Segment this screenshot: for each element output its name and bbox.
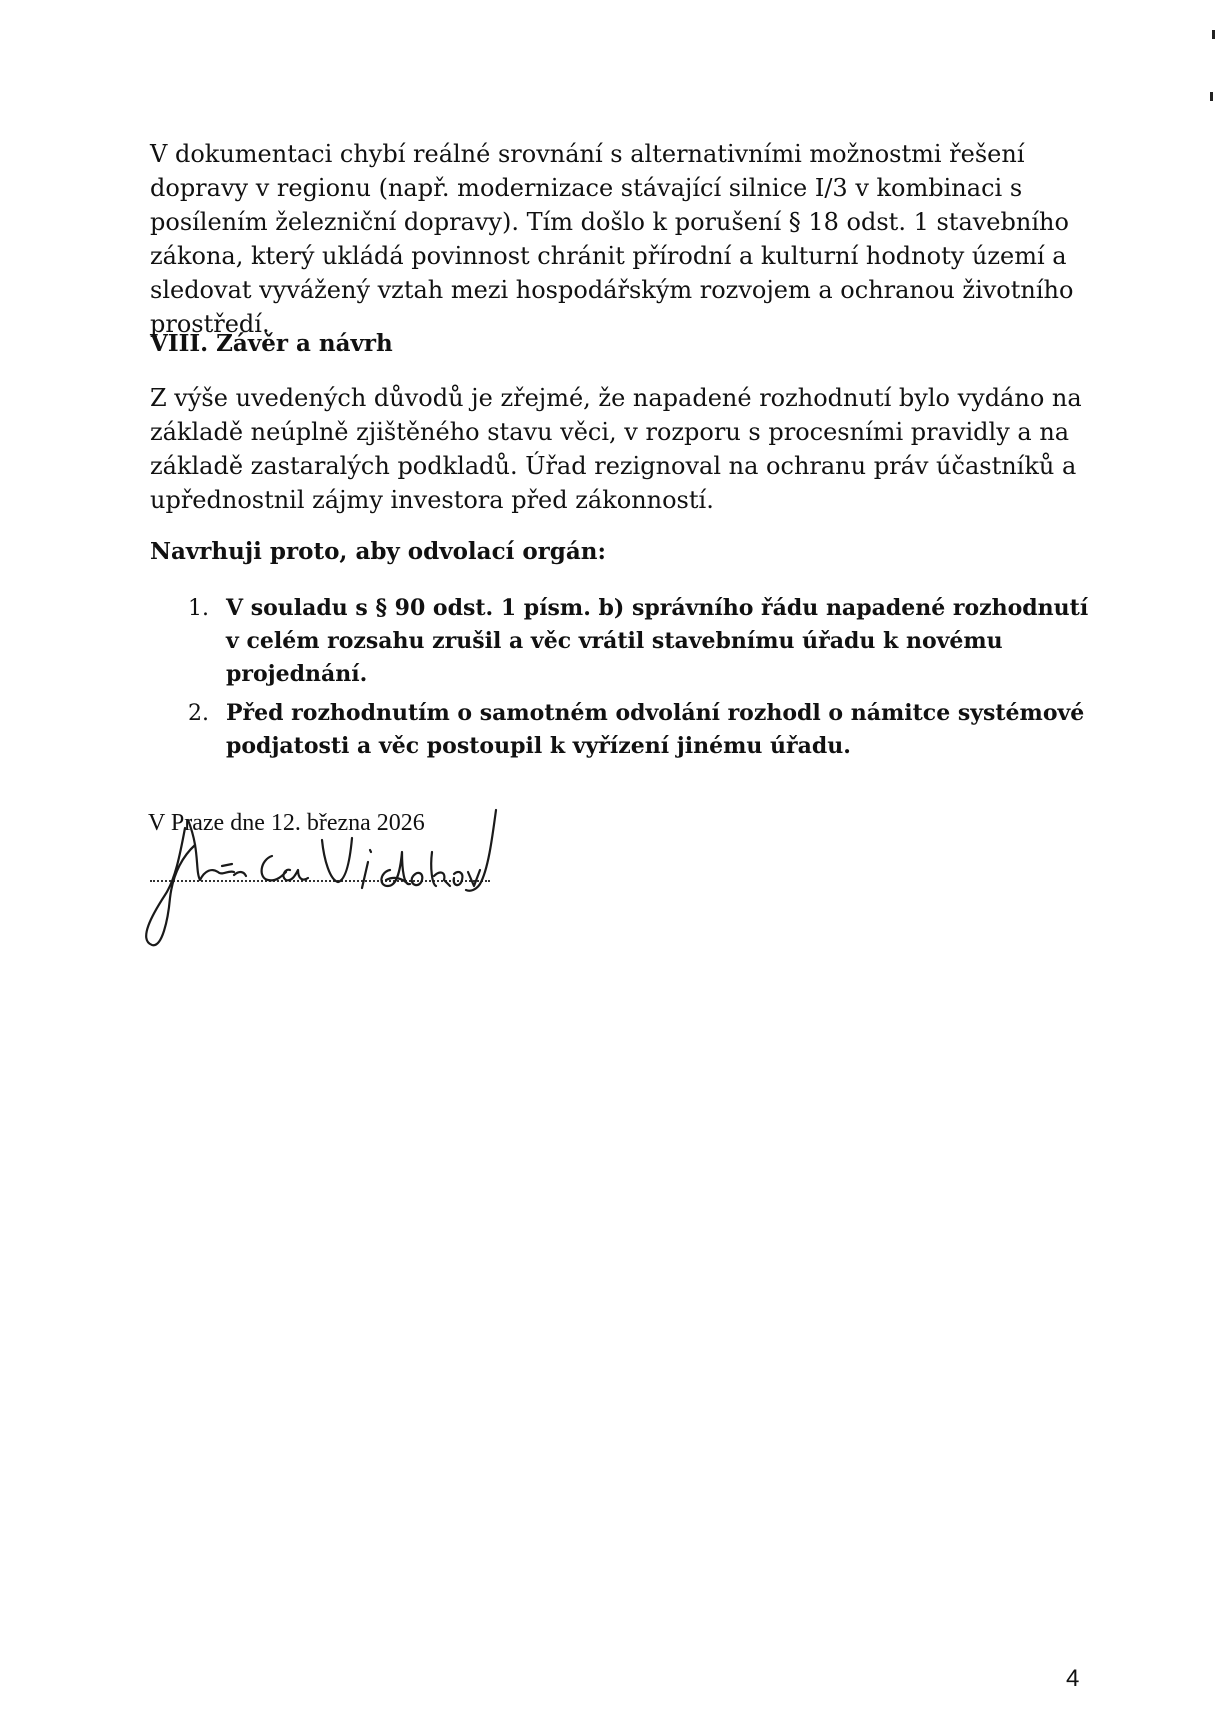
proposal-number: 1. <box>188 596 209 621</box>
intro-paragraph: V dokumentaci chybí reálné srovnání s alternativními možnostmi řešení dopravy v regionu (např. modernizace stávající silnice I/3 v kombinaci s posílením železniční dopravy). Tím došlo k porušení § 18 odst. 1 stavebního zákona, který ukládá povinnost chránit přírodní a kulturní hodnoty území a sledovat vyvážený vztah mezi hospodářským rozvojem a ochranou životního prostředí. <box>150 140 1074 338</box>
conclusion-paragraph-block <box>150 381 1090 517</box>
intro-paragraph-block <box>150 137 1090 341</box>
proposal-list <box>188 592 1108 769</box>
proposal-item <box>188 592 1108 691</box>
section-heading: VIII. Závěr a návrh <box>150 330 393 357</box>
proposal-text: V souladu s § 90 odst. 1 písm. b) správního řádu napadené rozhodnutí v celém rozsahu zrušil a věc vrátil stavebnímu úřadu k novému projednání. <box>226 595 1089 687</box>
proposal-intro: Navrhuji proto, aby odvolací orgán: <box>150 538 606 565</box>
handwritten-signature-icon <box>140 800 500 950</box>
proposal-number: 2. <box>188 701 209 726</box>
signature-place-date: V Praze dne 12. března 2026 <box>148 810 425 836</box>
proposal-text: Před rozhodnutím o samotném odvolání rozhodl o námitce systémové podjatosti a věc postoupil k vyřízení jinému úřadu. <box>226 700 1085 759</box>
scan-artifact-mark <box>1212 30 1215 39</box>
section-heading-block <box>150 330 1090 357</box>
conclusion-paragraph: Z výše uvedených důvodů je zřejmé, že napadené rozhodnutí bylo vydáno na základě neúplně zjištěného stavu věci, v rozporu s procesními pravidly a na základě zastaralých podkladů. Úřad rezignoval na ochranu práv účastníků a upřednostnil zájmy investora před zákonností. <box>150 384 1082 514</box>
scan-artifact-mark <box>1210 92 1213 101</box>
proposal-intro-block <box>150 538 1090 565</box>
proposal-item <box>188 697 1108 763</box>
page-number: 4 <box>1066 1665 1080 1692</box>
